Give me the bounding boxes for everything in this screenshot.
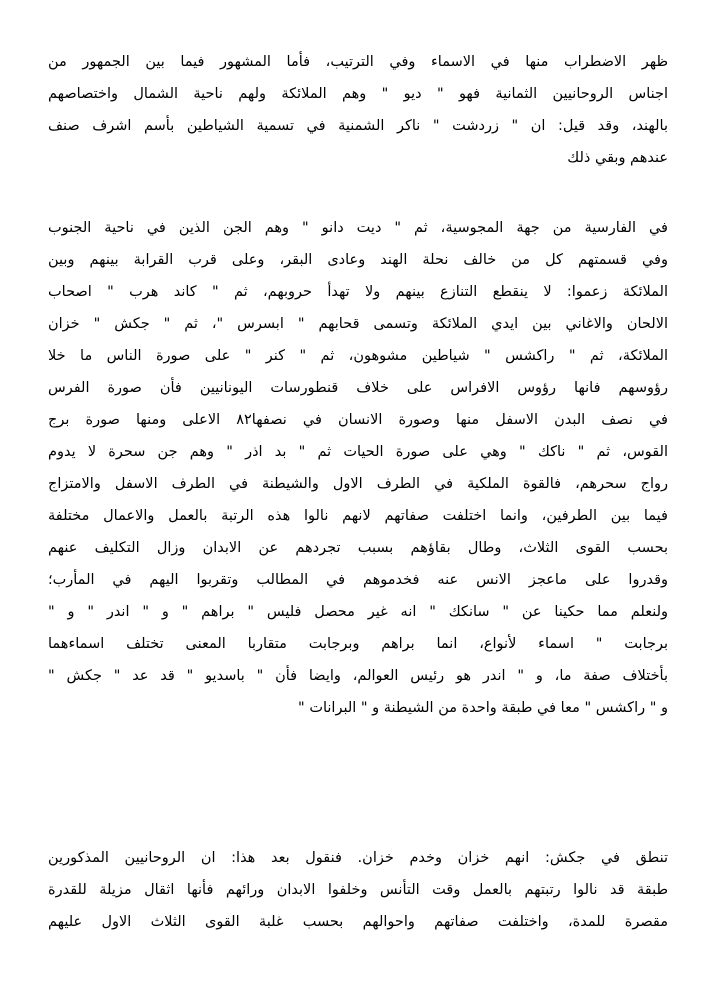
text-line: عندهم وبقي ذلك (567, 150, 668, 166)
text-line: في نصف البدن الاسفل منها وصورة الانسان في نصفها٨٢ الاعلى ومنها صورة برج (48, 412, 668, 428)
text-line: ولنعلم مما حكينا عن " سانكك " انه غير محصل فليس " براهم " و " اندر " و " (48, 604, 668, 620)
text-line: وفي قسمتهم كل من خالف نحلة الهند وعادى البقر، وعلى قرب القرابة بينهم وبين (48, 252, 668, 268)
text-line: الملائكة، ثم " راكشس " شياطين مشوهون، ثم " كنر " على صورة الناس ما خلا (48, 348, 668, 364)
text-line: ظهر الاضطراب منها في الاسماء وفي الترتيب، فأما المشهور فيما بين الجمهور من (48, 54, 668, 70)
text-line: القوس، ثم " ناكك " وهي على صورة الحيات ثم " بد اذر " وهم جن سحرة لا يدوم (48, 444, 668, 460)
text-line: بالهند، وقد قيل: ان " زردشت " ناكر الشمنية في تسمية الشياطين بأسم اشرف صنف (48, 118, 668, 134)
text-line: فيما بين الطرفين، وانما اختلفت صفاتهم لانهم نالوا هذه الرتبة بالعمل والاعمال مختلفة (48, 508, 668, 524)
text-line: و " راكشس " معا في طبقة واحدة من الشيطنة و " البرانات " (298, 700, 668, 716)
text-line: رؤوسهم فانها رؤوس الافراس على خلاف قنطورسات اليونانيين فأن صورة الفرس (48, 380, 668, 396)
text-line: طبقة قد نالوا رتبتهم بالعمل وقت التأنس وخلفوا الابدان ورائهم فأنها اثقال مزيلة للقدرة (48, 882, 668, 898)
text-line: بحسب القوى الثلاث، وطال بقاؤهم بسبب تجردهم عن الابدان وزال التكليف عنهم (48, 540, 668, 556)
text-line: الملائكة زعموا: لا ينقطع التنازع بينهم ولا تهدأ حروبهم، ثم " كاند هرب " اصحاب (48, 284, 668, 300)
text-line: برجابت " اسماء لأنواع، انما براهم وبرجابت متقاربا المعنى تختلف اسماءهما (48, 636, 668, 652)
text-line: مقصرة للمدة، واختلفت صفاتهم واحوالهم بحسب غلبة القوى الثلاث الاول عليهم (48, 914, 668, 930)
text-line: الالحان والاغاني بين ايدي الملائكة وتسمى قحابهم " ابسرس "، ثم " جكش " خزان (48, 316, 668, 332)
text-line: اجناس الروحانيين الثمانية فهو " ديو " وهم الملائكة ولهم ناحية الشمال واختصاصهم (48, 86, 668, 102)
text-line: وقدروا على ماعجز الانس عنه فخدموهم في المطالب وتقربوا اليهم في المأرب؛ (48, 572, 668, 588)
paragraph-3 (48, 842, 668, 938)
text-line: بأختلاف صفة ما، و " اندر هو رئيس العوالم، وايضا فأن " باسديو " قد عد " جكش " (48, 668, 668, 684)
text-line: تنطق في جكش: انهم خزان وخدم خزان. فنقول بعد هذا: ان الروحانيين المذكورين (48, 850, 668, 866)
paragraph-1 (48, 46, 668, 174)
paragraph-2 (48, 212, 668, 724)
text-line: رواج سحرهم، فالقوة الملكية في الطرف الاول والشيطنة في الطرف الاسفل والامتزاج (48, 476, 668, 492)
text-line: في الفارسية من جهة المجوسية، ثم " ديت دانو " وهم الجن الذين في ناحية الجنوب (48, 220, 668, 236)
